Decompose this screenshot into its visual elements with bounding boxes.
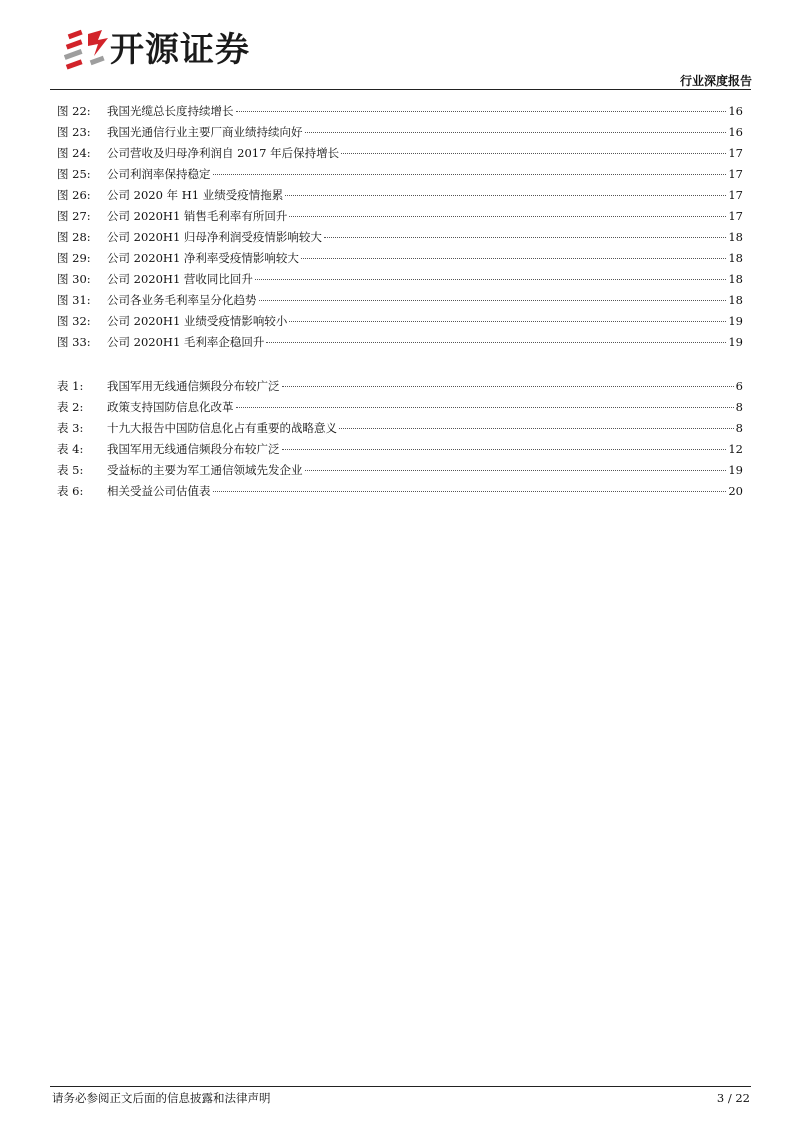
toc-entry-page: 20 [728,484,743,498]
toc-entry-label: 图 31: [57,293,91,307]
toc-dot-leader [236,406,734,408]
figure-index-entry[interactable] [57,332,743,353]
toc-entry-page: 17 [728,209,743,223]
toc-entry-page: 19 [728,335,743,349]
toc-entry-title: 受益标的主要为军工通信领域先发企业 [107,463,303,477]
toc-entry-page: 6 [735,379,743,393]
toc-entry-title: 公司营收及归母净利润自 2017 年后保持增长 [107,146,340,160]
toc-entry-title: 公司 2020H1 营收同比回升 [107,272,253,286]
figure-index-entry[interactable] [57,269,743,290]
figure-index-entry[interactable] [57,101,743,122]
figure-index-entry[interactable] [57,143,743,164]
toc-entry-page: 18 [728,251,743,265]
toc-dot-leader [301,257,726,259]
toc-entry-title: 我国军用无线通信频段分布较广泛 [107,442,280,456]
toc-entry-page: 12 [728,442,743,456]
figure-index-entry[interactable] [57,206,743,227]
header-divider [50,89,751,90]
toc-entry-page: 18 [728,272,743,286]
figure-index-entry[interactable] [57,290,743,311]
toc-dot-leader [213,173,727,175]
toc-entry-label: 图 24: [57,146,91,160]
table-index-entry[interactable] [57,397,743,418]
table-index-entry[interactable] [57,376,743,397]
toc-entry-page: 18 [728,230,743,244]
brand-name: 开源证券 [110,30,250,70]
toc-entry-title: 公司 2020 年 H1 业绩受疫情拖累 [107,188,284,202]
toc-dot-leader [324,236,726,238]
toc-entry-page: 8 [735,400,743,414]
figure-index-entry[interactable] [57,185,743,206]
toc-entry-label: 图 28: [57,230,91,244]
toc-entry-title: 公司各业务毛利率呈分化趋势 [107,293,257,307]
toc-entry-title: 公司 2020H1 毛利率企稳回升 [107,335,265,349]
toc-dot-leader [285,194,726,196]
table-index-list [57,376,743,502]
page-header [0,0,800,92]
footer-disclaimer: 请务必参阅正文后面的信息披露和法律声明 [52,1091,271,1105]
toc-entry-label: 图 23: [57,125,91,139]
toc-entry-label: 图 26: [57,188,91,202]
toc-entry-page: 17 [728,146,743,160]
figure-index-entry[interactable] [57,122,743,143]
figure-index-entry[interactable] [57,164,743,185]
toc-entry-label: 表 1: [57,379,84,393]
toc-dot-leader [255,278,726,280]
toc-entry-page: 17 [728,167,743,181]
toc-entry-page: 16 [728,104,743,118]
toc-entry-page: 16 [728,125,743,139]
toc-entry-title: 政策支持国防信息化改革 [107,400,234,414]
toc-entry-title: 公司 2020H1 销售毛利率有所回升 [107,209,288,223]
toc-entry-title: 十九大报告中国防信息化占有重要的战略意义 [107,421,337,435]
toc-entry-title: 我国光缆总长度持续增长 [107,104,234,118]
toc-entry-label: 图 27: [57,209,91,223]
toc-entry-label: 图 33: [57,335,91,349]
figure-index-entry[interactable] [57,248,743,269]
toc-dot-leader [282,385,734,387]
toc-dot-leader [282,448,727,450]
toc-dot-leader [236,110,727,112]
toc-entry-label: 表 6: [57,484,84,498]
toc-dot-leader [289,320,726,322]
toc-entry-label: 图 29: [57,251,91,265]
toc-entry-page: 19 [728,463,743,477]
toc-entry-page: 8 [735,421,743,435]
toc-dot-leader [305,131,727,133]
toc-dot-leader [341,152,726,154]
toc-entry-page: 19 [728,314,743,328]
toc-entry-title: 公司 2020H1 业绩受疫情影响较小 [107,314,288,328]
toc-entry-label: 表 5: [57,463,84,477]
toc-entry-page: 18 [728,293,743,307]
toc-dot-leader [266,341,726,343]
toc-entry-page: 17 [728,188,743,202]
table-index-entry[interactable] [57,460,743,481]
figure-index-entry[interactable] [57,227,743,248]
toc-entry-label: 图 30: [57,272,91,286]
page-number: 3 / 22 [716,1091,750,1105]
footer-divider [50,1086,751,1087]
toc-entry-title: 我国光通信行业主要厂商业绩持续向好 [107,125,303,139]
toc-entry-label: 图 32: [57,314,91,328]
table-index-entry[interactable] [57,439,743,460]
toc-dot-leader [213,490,727,492]
toc-entry-label: 图 22: [57,104,91,118]
toc-dot-leader [339,427,734,429]
toc-entry-label: 表 4: [57,442,84,456]
table-index-entry[interactable] [57,481,743,502]
toc-entry-label: 图 25: [57,167,91,181]
report-type-label: 行业深度报告 [679,74,752,88]
figure-index-entry[interactable] [57,311,743,332]
toc-entry-title: 相关受益公司估值表 [107,484,211,498]
toc-entry-title: 公司 2020H1 净利率受疫情影响较大 [107,251,299,265]
toc-entry-label: 表 2: [57,400,84,414]
figure-index-list [57,101,743,353]
toc-dot-leader [289,215,726,217]
toc-entry-label: 表 3: [57,421,84,435]
toc-entry-title: 公司利润率保持稳定 [107,167,211,181]
toc-entry-title: 公司 2020H1 归母净利润受疫情影响较大 [107,230,322,244]
table-index-entry[interactable] [57,418,743,439]
toc-dot-leader [259,299,727,301]
toc-entry-title: 我国军用无线通信频段分布较广泛 [107,379,280,393]
toc-dot-leader [305,469,727,471]
